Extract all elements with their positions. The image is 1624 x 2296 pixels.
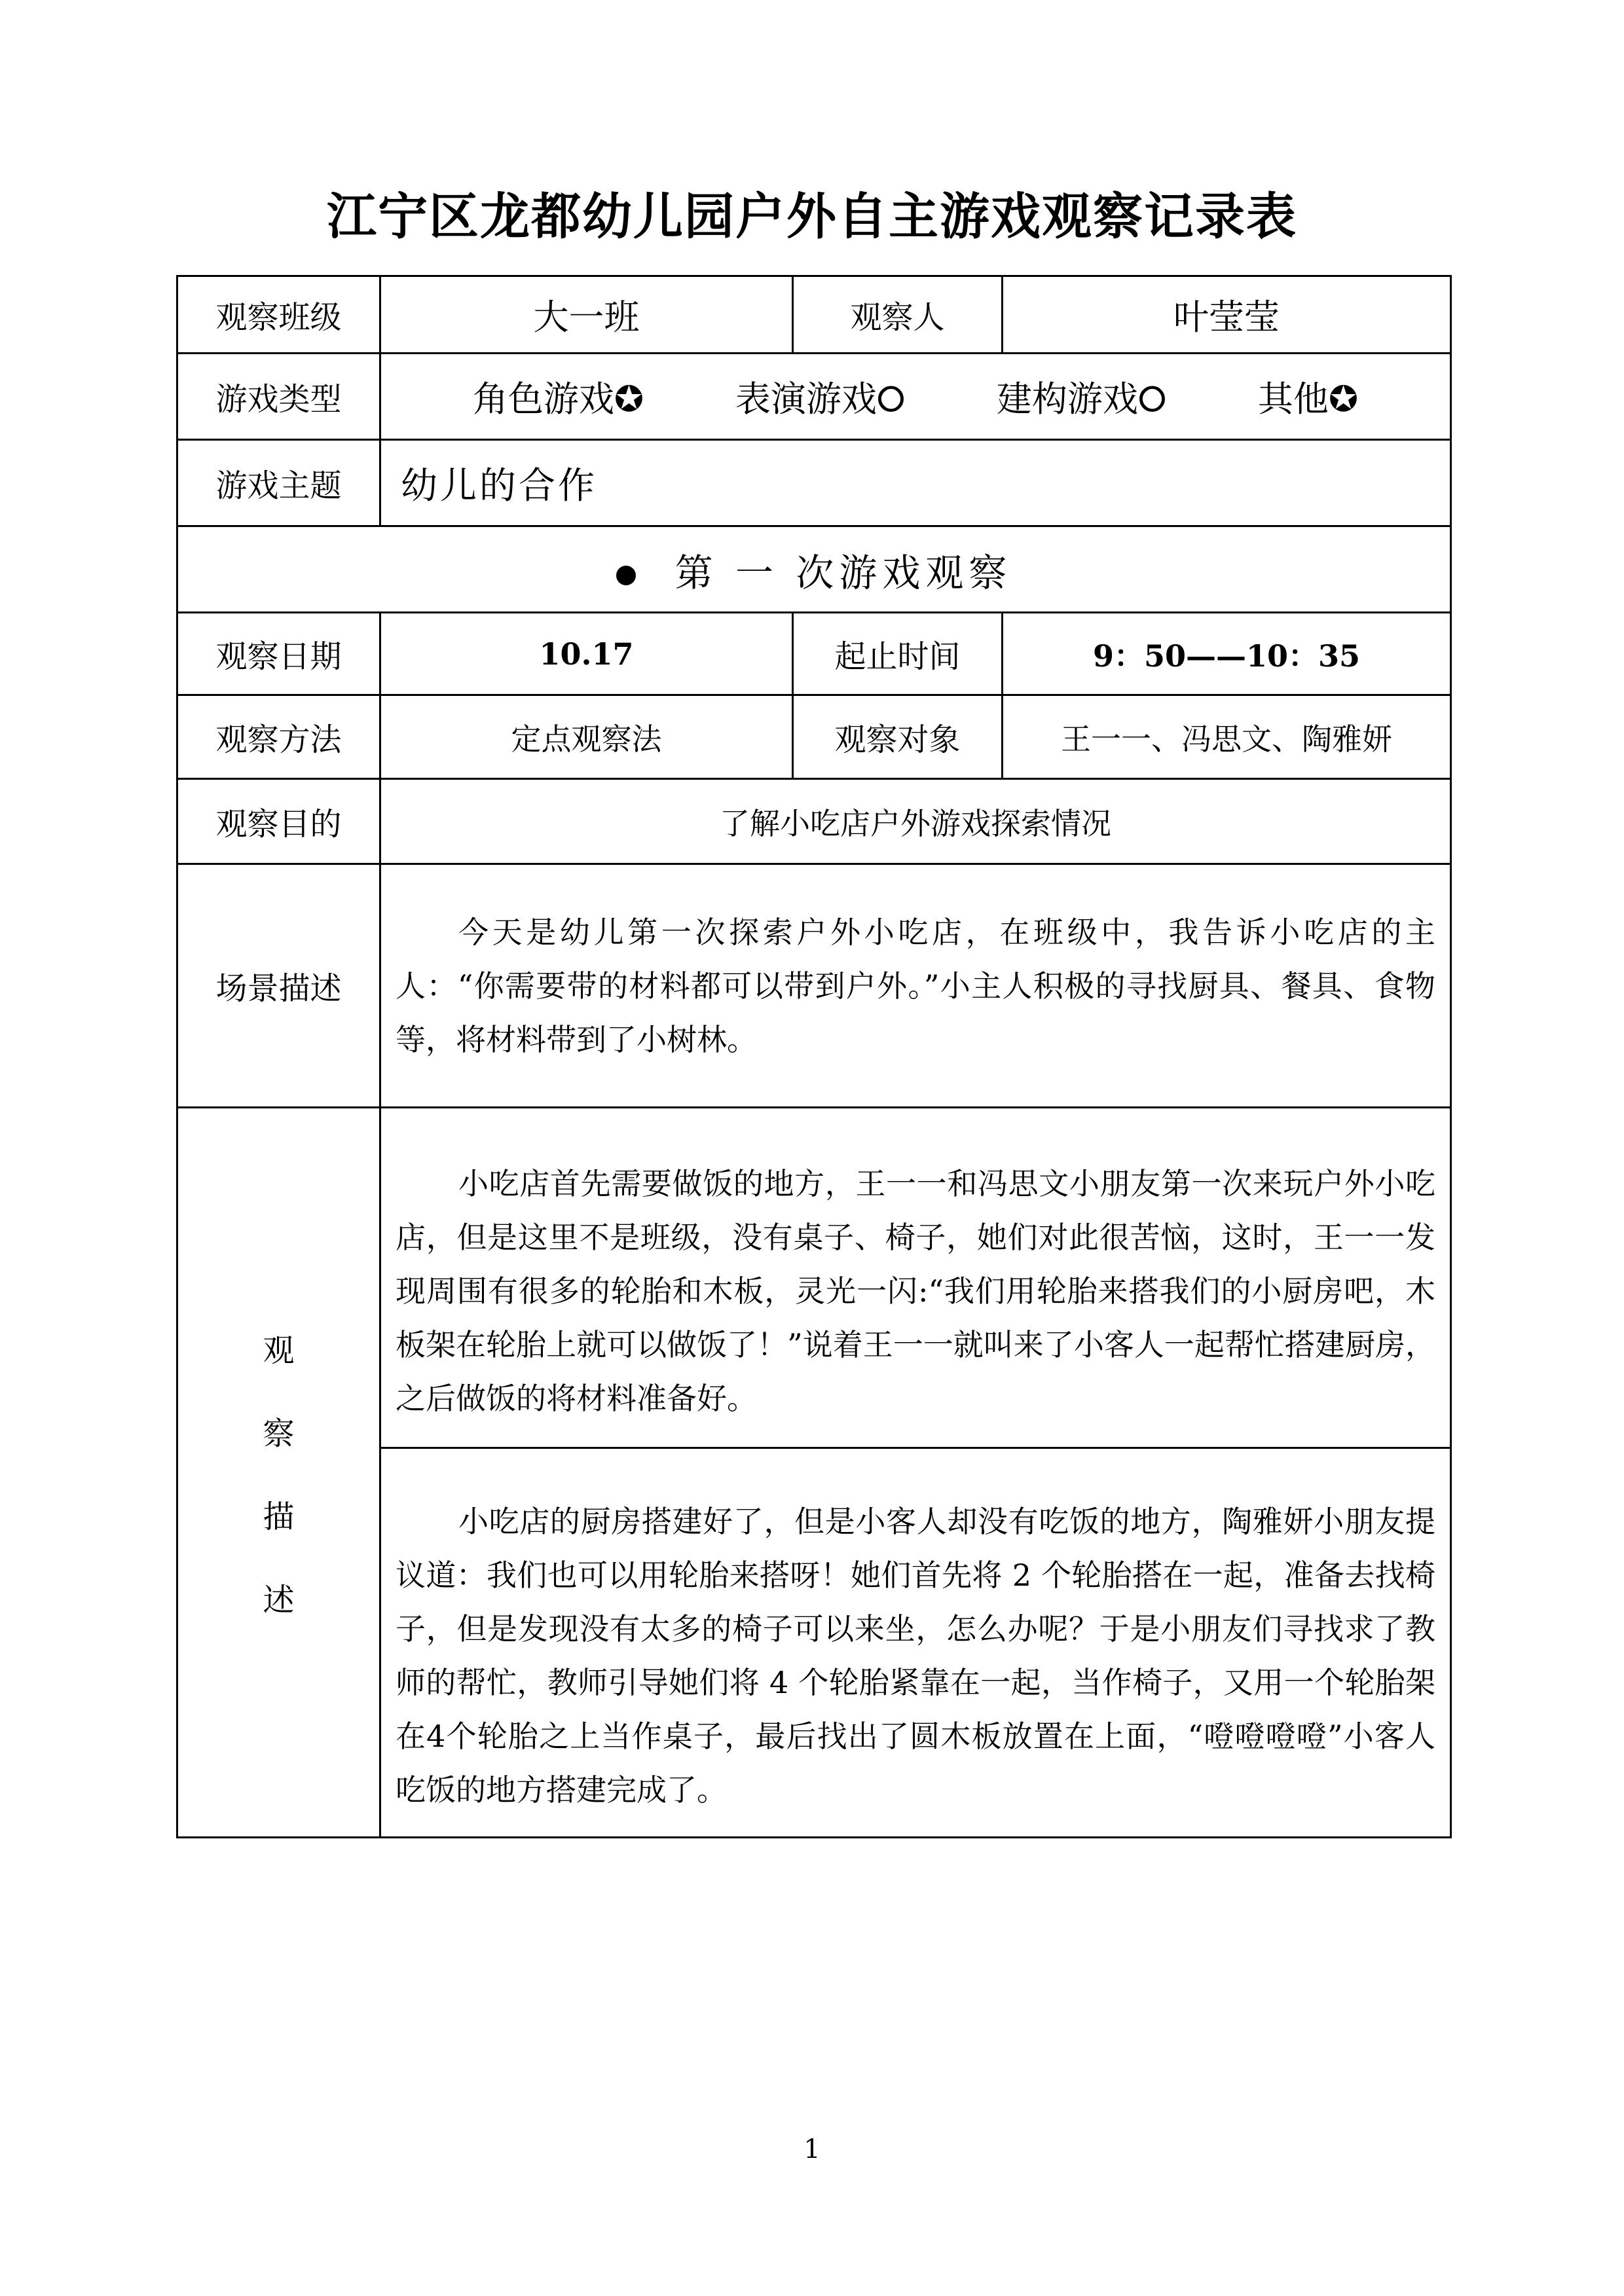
row-theme xyxy=(177,440,1451,526)
observation-label xyxy=(177,1108,380,1838)
section-title: 第 一 次游戏观察 xyxy=(674,550,1012,595)
row-date-time xyxy=(177,613,1451,695)
method-label: 观察方法 xyxy=(177,695,380,779)
purpose-label: 观察目的 xyxy=(177,779,380,864)
row-observation-1 xyxy=(177,1108,1451,1448)
date-value: 10.17 xyxy=(380,613,793,695)
date-label: 观察日期 xyxy=(177,613,380,695)
observation-text-cell-2 xyxy=(380,1448,1451,1838)
game-type-role: 角色游戏✪ xyxy=(472,378,644,420)
time-value: 9：50——10：35 xyxy=(1003,613,1451,695)
observation-label-char-2: 察 xyxy=(263,1415,295,1452)
document-title: 江宁区龙都幼儿园户外自主游戏观察记录表 xyxy=(327,187,1297,246)
target-label: 观察对象 xyxy=(793,695,1003,779)
scene-label: 场景描述 xyxy=(177,864,380,1108)
purpose-value: 了解小吃店户外游戏探索情况 xyxy=(380,779,1451,864)
theme-label: 游戏主题 xyxy=(177,440,380,526)
row-section-heading xyxy=(177,526,1451,613)
class-label: 观察班级 xyxy=(177,276,380,354)
scene-text: 今天是幼儿第一次探索户外小吃店，在班级中，我告诉小吃店的主人：“你需要带的材料都可以带到户外。”小主人积极的寻找厨具、餐具、食物等，将材料带到了小树林。 xyxy=(396,914,1435,1057)
observation-text-1: 小吃店首先需要做饭的地方，王一一和冯思文小朋友第一次来玩户外小吃店，但是这里不是班级，没有桌子、椅子，她们对此很苦恼，这时，王一一发现周围有很多的轮胎和木板，灵光一闪:“我们用轮胎来搭我们的小厨房吧，木板架在轮胎上就可以做饭了！”说着王一一就叫来了小客人一起帮忙搭建厨房，之后做饭的将材料准备好。 xyxy=(396,1165,1435,1416)
observation-label-char-1: 观 xyxy=(263,1332,295,1369)
observation-label-char-4: 述 xyxy=(263,1582,295,1618)
game-type-other: 其他✪ xyxy=(1257,378,1359,420)
game-type-label: 游戏类型 xyxy=(177,354,380,440)
theme-value: 幼儿的合作 xyxy=(380,440,1451,526)
game-type-options xyxy=(380,354,1451,440)
observation-text-cell-1 xyxy=(380,1108,1451,1448)
page-number: 1 xyxy=(803,2134,821,2164)
bullet-dot-icon xyxy=(616,566,636,585)
target-value: 王一一、冯思文、陶雅妍 xyxy=(1003,695,1451,779)
scene-text-cell xyxy=(380,864,1451,1108)
game-type-performance: 表演游戏⭘ xyxy=(735,378,906,420)
observation-form-table xyxy=(176,275,1452,1838)
observation-text-2: 小吃店的厨房搭建好了，但是小客人却没有吃饭的地方，陶雅妍小朋友提议道：我们也可以用轮胎来搭呀！她们首先将 2 个轮胎搭在一起，准备去找椅子，但是发现没有太多的椅子可以来坐，怎么办呢？于是小朋友们寻找求了教师的帮忙，教师引导她们将 4 个轮胎紧靠在一起，当作椅子，又用一个轮胎架在4个轮胎之上当作桌子，最后找出了圆木板放置在上面，“噔噔噔噔”小客人吃饭的地方搭建完成了。 xyxy=(396,1504,1435,1808)
observer-value: 叶莹莹 xyxy=(1003,276,1451,354)
game-type-construction: 建构游戏⭘ xyxy=(996,378,1167,420)
row-scene xyxy=(177,864,1451,1108)
row-game-type xyxy=(177,354,1451,440)
time-label: 起止时间 xyxy=(793,613,1003,695)
section-heading xyxy=(177,526,1451,613)
row-purpose xyxy=(177,779,1451,864)
method-value: 定点观察法 xyxy=(380,695,793,779)
class-value: 大一班 xyxy=(380,276,793,354)
observation-label-char-3: 描 xyxy=(263,1499,295,1535)
row-class-observer xyxy=(177,276,1451,354)
observer-label: 观察人 xyxy=(793,276,1003,354)
row-method-target xyxy=(177,695,1451,779)
